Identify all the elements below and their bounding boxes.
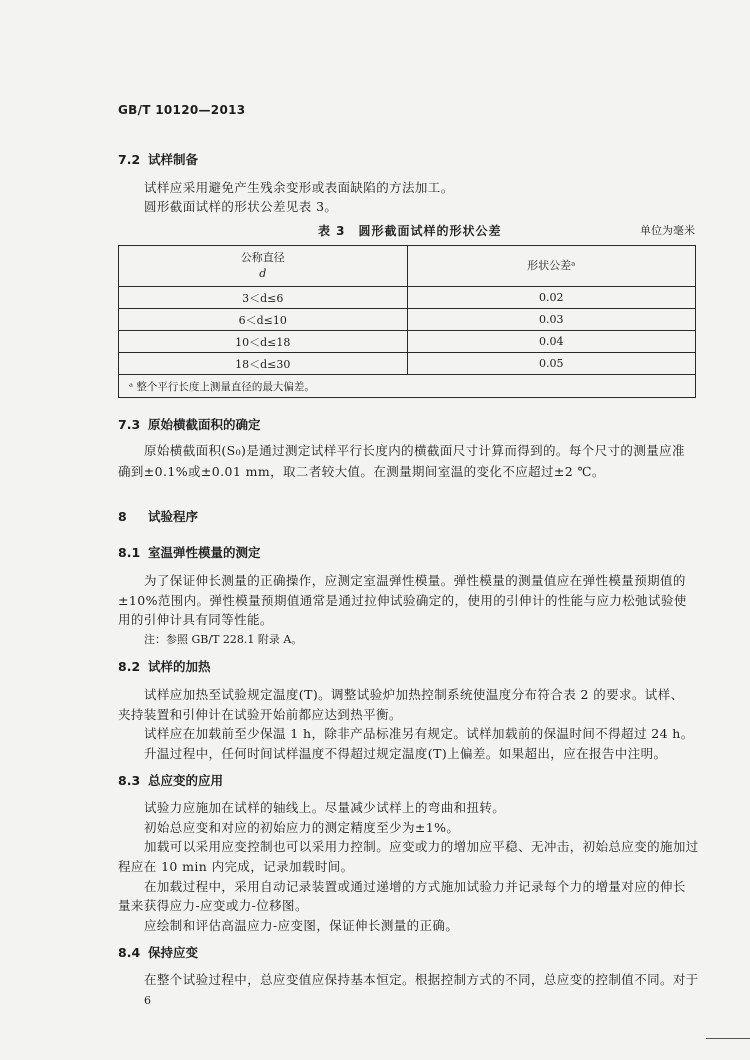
table-cell-range: 3＜d≤6 [119,287,408,309]
table-header-diameter [119,246,408,287]
table-row [119,353,696,375]
section-number: 8.4 [118,945,141,960]
section-heading-7-2 [118,150,198,168]
section-title: 保持应变 [148,945,199,960]
section-title: 试样制备 [148,152,199,167]
section-heading-8-4 [118,943,198,961]
paragraph-line: 升温过程中，任何时间试样温度不得超过规定温度(T)上偏差。如果超出，应在报告中注明。 [144,746,667,761]
scan-edge-line [706,1038,750,1039]
paragraph-line: 用的引伸计具有同等性能。 [118,612,273,627]
table-cell-tolerance: 0.05 [407,353,696,375]
table-unit: 单位为毫米 [640,224,695,237]
table-cell-tolerance: 0.04 [407,331,696,353]
section-number: 7.2 [118,152,141,167]
table-cell-range: 6＜d≤10 [119,309,408,331]
table-cell-tolerance: 0.03 [407,309,696,331]
paragraph-line: 试样应在加载前至少保温 1 h，除非产品标准另有规定。试样加载前的保温时间不得超过 24 h。 [144,726,694,741]
header-label: 公称直径 [240,251,285,264]
table-row [119,287,696,309]
paragraph-line: 加载可以采用应变控制也可以采用力控制。应变或力的增加应平稳、无冲击，初始总应变的施加过 [144,839,699,854]
paragraph-line: 试样应采用避免产生残余变形或表面缺陷的方法加工。 [144,180,454,195]
chapter-heading-8 [118,507,198,525]
paragraph-line: 为了保证伸长测量的正确操作，应测定室温弹性模量。弹性模量的测量值应在弹性模量预期值的 [144,573,686,588]
section-title: 原始横截面积的确定 [148,417,261,432]
paragraph-line: 在加载过程中，采用自动记录装置或通过递增的方式施加试验力并记录每个力的增量对应的伸长 [144,879,686,894]
section-title: 试验程序 [148,509,199,524]
section-heading-8-3 [118,771,223,789]
paragraph-line: 确到±0.1%或±0.01 mm，取二者较大值。在测量期间室温的变化不应超过±2 ℃。 [118,464,605,479]
paragraph-line: 夹持装置和引伸计在试验开始前都应达到热平衡。 [118,707,402,722]
section-heading-8-2 [118,657,211,675]
table-cell-range: 10＜d≤18 [119,331,408,353]
section-number: 7.3 [118,417,141,432]
table-header-tolerance: 形状公差ᵃ [407,246,696,287]
table-row [119,309,696,331]
paragraph-line: 程应在 10 min 内完成，记录加载时间。 [118,859,354,874]
note: 注：参照 GB/T 228.1 附录 A。 [144,633,303,646]
paragraph-line: 应绘制和评估高温应力-应变图，保证伸长测量的正确。 [144,918,459,933]
paragraph-line: 原始横截面积(S₀)是通过测定试样平行长度内的横截面尺寸计算而得到的。每个尺寸的测量应准 [144,443,685,458]
section-heading-7-3 [118,415,261,433]
page-number: 6 [144,994,151,1007]
paragraph-line: 试验力应施加在试样的轴线上。尽量减少试样上的弯曲和扭转。 [144,800,506,815]
table-row [119,331,696,353]
section-number: 8.3 [118,773,141,788]
section-number: 8 [118,509,127,524]
standard-id: GB/T 10120—2013 [118,103,246,117]
paragraph-line: 试样应加热至试验规定温度(T)。调整试验炉加热控制系统使温度分布符合表 2 的要求。试样、 [144,687,684,702]
table-cell-range: 18＜d≤30 [119,353,408,375]
header-symbol: d [259,267,267,280]
table-cell-tolerance: 0.02 [407,287,696,309]
paragraph-line: 在整个试验过程中，总应变值应保持基本恒定。根据控制方式的不同，总应变的控制值不同。对于 [144,972,699,987]
section-number: 8.2 [118,659,141,674]
paragraph-line: 量来获得应力-应变或力-位移图。 [118,898,308,913]
tolerance-table [118,245,696,398]
table-caption: 表 3 圆形截面试样的形状公差 [318,224,502,238]
section-number: 8.1 [118,545,141,560]
paragraph-line: 圆形截面试样的形状公差见表 3。 [144,199,338,214]
section-title: 试样的加热 [148,659,211,674]
paragraph-line: ±10%范围内。弹性模量预期值通常是通过拉伸试验确定的，使用的引伸计的性能与应力松弛试验使 [118,593,687,608]
paragraph-line: 初始总应变和对应的初始应力的测定精度至少为±1%。 [144,820,460,835]
section-title: 室温弹性模量的测定 [148,545,261,560]
section-title: 总应变的应用 [148,773,224,788]
table-footnote: ᵃ 整个平行长度上测量直径的最大偏差。 [119,375,696,398]
section-heading-8-1 [118,543,261,561]
